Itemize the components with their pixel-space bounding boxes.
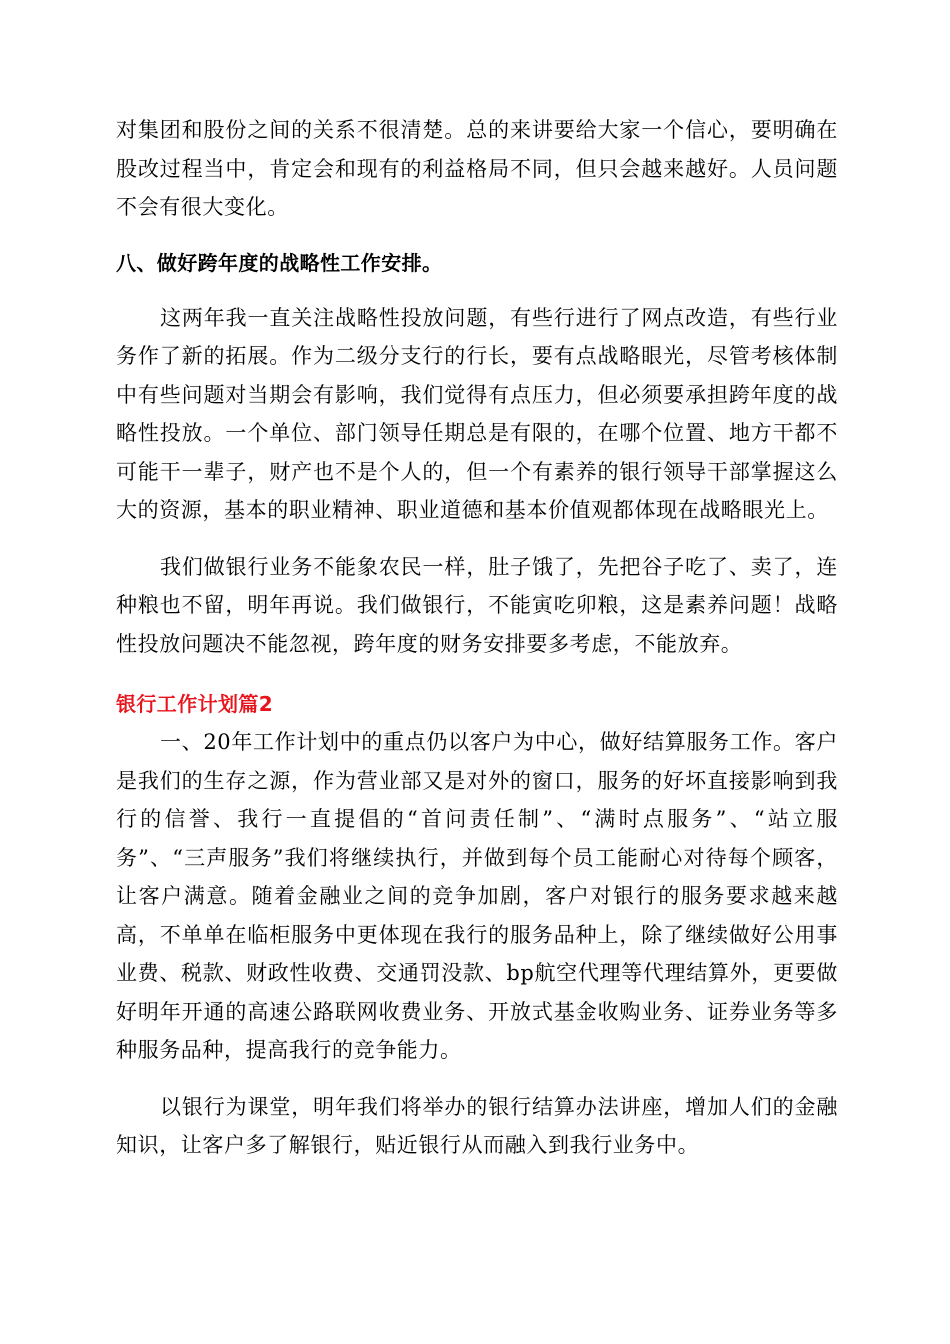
- paragraph-4: 一、20年工作计划中的重点仍以客户为中心，做好结算服务工作。客户是我们的生存之源，作为营业部又是对外的窗口，服务的好坏直接影响到我行的信誉、我行一直提倡的“首问责任制”、“满时点服务”、“站立服务”、“三声服务”我们将继续执行，并做到每个员工能耐心对待每个顾客，让客户满意。随着金融业之间的竞争加剧，客户对银行的服务要求越来越高，不单单在临柜服务中更体现在我行的服务品种上，除了继续做好公用事业费、税款、财政性收费、交通罚没款、bp航空代理等代理结算外，更要做好明年开通的高速公路联网收费业务、开放式基金收购业务、证券业务等多种服务品种，提高我行的竞争能力。: [116, 730, 838, 1062]
- paragraph-5: 以银行为课堂，明年我们将举办的银行结算办法讲座，增加人们的金融知识，让客户多了解银行，贴近银行从而融入到我行业务中。: [116, 1094, 838, 1157]
- section-title: 银行工作计划篇2: [116, 692, 274, 716]
- paragraph-3: 我们做银行业务不能象农民一样，肚子饿了，先把谷子吃了、卖了，连种粮也不留，明年再说。我们做银行，不能寅吃卯粮，这是素养问题！战略性投放问题决不能忽视，跨年度的财务安排要多考虑，不能放弃。: [116, 554, 838, 656]
- heading-8: 八、做好跨年度的战略性工作安排。: [116, 250, 443, 275]
- paragraph-2: 这两年我一直关注战略性投放问题，有些行进行了网点改造，有些行业务作了新的拓展。作为二级分支行的行长，要有点战略眼光，尽管考核体制中有些问题对当期会有影响，我们觉得有点压力，但必须要承担跨年度的战略性投放。一个单位、部门领导任期总是有限的，在哪个位置、地方干都不可能干一辈子，财产也不是个人的，但一个有素养的银行领导干部掌握这么大的资源，基本的职业精神、职业道德和基本价值观都体现在战略眼光上。: [116, 305, 838, 522]
- document-body: [116, 111, 838, 1165]
- paragraph-1: 对集团和股份之间的关系不很清楚。总的来讲要给大家一个信心，要明确在股改过程当中，肯定会和现有的利益格局不同，但只会越来越好。人员问题不会有很大变化。: [116, 118, 838, 219]
